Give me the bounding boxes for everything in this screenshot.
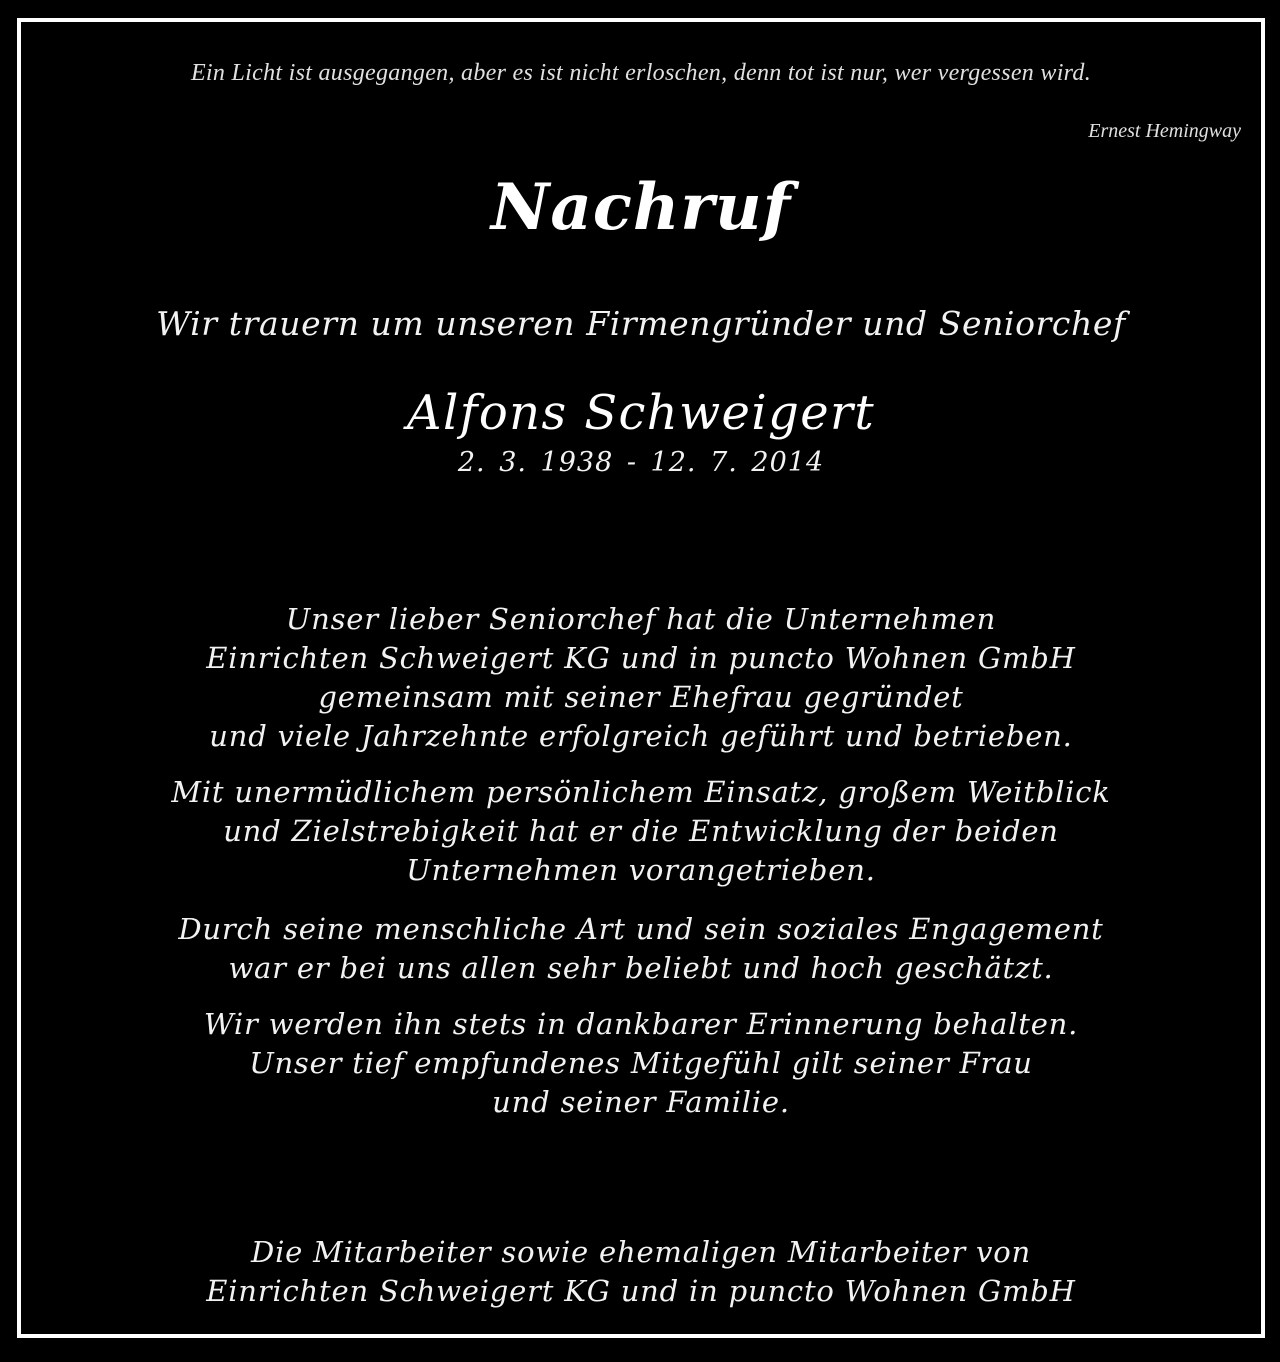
paragraph-character [21,910,1261,988]
paragraph-line: und Zielstrebigkeit hat er die Entwicklung der beiden [223,814,1059,848]
paragraph-founding [21,600,1261,756]
paragraph-line: Einrichten Schweigert KG und in puncto Wohnen GmbH [206,641,1076,675]
quote-author: Ernest Hemingway [1088,120,1241,142]
signature-block [21,1233,1261,1311]
paragraph-line: Durch seine menschliche Art und sein soziales Engagement [178,912,1104,946]
life-dates: 2. 3. 1938 - 12. 7. 2014 [457,447,825,478]
obituary-frame [17,18,1265,1338]
paragraph-line: Unternehmen vorangetrieben. [406,853,876,887]
deceased-name: Alfons Schweigert [406,385,876,441]
paragraph-line: Unser tief empfundenes Mitgefühl gilt seiner Frau [249,1046,1033,1080]
paragraph-line: war er bei uns allen sehr beliebt und hoch geschätzt. [228,951,1054,985]
paragraph-line: und seiner Familie. [492,1085,790,1119]
signature-line: Die Mitarbeiter sowie ehemaligen Mitarbeiter von [251,1235,1031,1269]
paragraph-commitment [21,773,1261,890]
signature-line: Einrichten Schweigert KG und in puncto Wohnen GmbH [206,1274,1076,1308]
paragraph-line: Wir werden ihn stets in dankbarer Erinnerung behalten. [203,1007,1079,1041]
paragraph-line: Mit unermüdlichem persönlichem Einsatz, großem Weitblick [171,775,1111,809]
mourning-subtitle: Wir trauern um unseren Firmengründer und Seniorchef [156,304,1126,343]
hemingway-quote: Ein Licht ist ausgegangen, aber es ist nicht erloschen, denn tot ist nur, wer vergessen wird. [190,60,1092,86]
paragraph-line: und viele Jahrzehnte erfolgreich geführt und betrieben. [209,719,1073,753]
paragraph-remembrance [21,1005,1261,1122]
paragraph-line: Unser lieber Seniorchef hat die Unternehmen [285,602,997,636]
paragraph-line: gemeinsam mit seiner Ehefrau gegründet [318,680,964,714]
page-title: Nachruf [490,170,792,245]
